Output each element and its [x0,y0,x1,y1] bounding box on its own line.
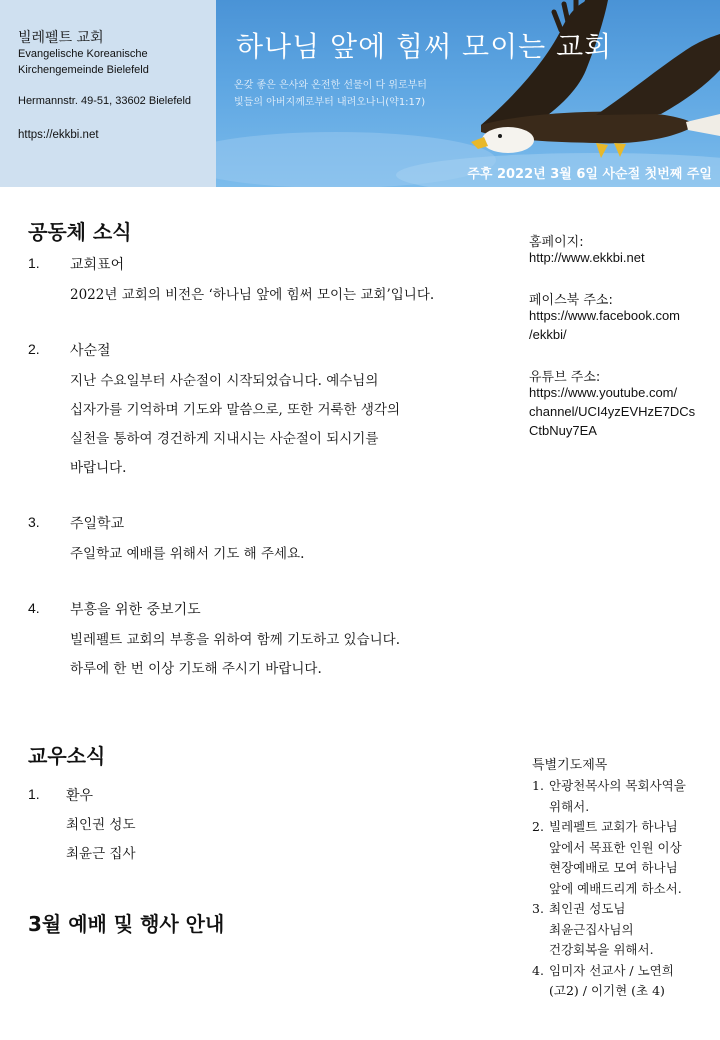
church-url[interactable]: https://ekkbi.net [18,129,99,141]
news-item-text: 바랍니다. [70,460,127,476]
prayer-item [532,899,718,961]
church-info-panel [0,0,216,187]
prayer-item-text: (고2) / 이기현 (초 4) [549,983,665,998]
community-news-heading: 공동체 소식 [28,220,132,244]
news-item-text: 실천을 통하여 경건하게 지내시는 사순절이 되시기를 [70,431,379,447]
news-item-title: 교회표어 [70,257,125,273]
banner [216,0,720,187]
news-item-number: 4. [28,600,40,616]
news-item-text: 하루에 한 번 이상 기도해 주시기 바랍니다. [70,661,322,677]
prayer-item-number: 4. [532,962,544,978]
prayer-item-text: 위해서. [549,798,590,814]
events-heading: 3월 예배 및 행사 안내 [28,912,225,936]
news-item-text: 지난 수요일부터 사순절이 시작되었습니다. 예수님의 [70,373,379,389]
youtube-link[interactable]: https://www.youtube.com/ [529,385,678,400]
service-date: 주후 2022년 3월 6일 사순절 첫번째 주일 [467,167,712,182]
youtube-link-continued[interactable]: CtbNuy7EA [529,423,597,438]
church-address: Hermannstr. 49-51, 33602 Bielefeld [18,95,192,107]
prayer-item-text: 임미자 선교사 / 노연희 [549,962,674,978]
member-news-number: 1. [28,786,40,802]
homepage-label: 홈페이지: [529,235,584,250]
news-item-title: 사순절 [70,343,111,359]
prayer-list [532,776,718,1002]
prayer-item [532,961,718,1002]
news-item-title: 주일학교 [70,516,125,532]
prayer-item [532,817,718,899]
youtube-link-continued[interactable]: channel/UCI4yzEVHzE7DCs [529,404,696,419]
prayer-item [532,776,718,817]
church-name: 빌레펠트 교회 [18,30,104,46]
prayer-item-text: 안광천목사의 목회사역을 [549,778,686,793]
banner-verse-line1: 온갖 좋은 은사와 온전한 선물이 다 위로부터 [234,80,427,91]
prayer-item-number: 3. [532,901,544,916]
facebook-label: 페이스북 주소: [529,293,613,308]
news-item-text: 빌레펠트 교회의 부흥을 위하여 함께 기도하고 있습니다. [70,632,400,648]
prayer-item-text: 앞에서 목표한 인원 이상 [549,839,682,855]
news-item-number: 3. [28,514,40,530]
prayer-item-text: 최인권 성도님 [549,901,626,916]
homepage-link[interactable]: http://www.ekkbi.net [529,250,645,265]
youtube-label: 유튜브 주소: [529,370,601,385]
prayer-item-number: 1. [532,778,544,793]
news-item-text: 십자가를 기억하며 기도와 말씀으로, 또한 거룩한 생각의 [70,402,400,418]
news-item-text: 주일학교 예배를 위해서 기도 해 주세요. [70,546,305,562]
prayer-item-text: 현장예배로 모여 하나님 [549,860,678,875]
banner-verse-line2: 빛들의 아버지께로부터 내려오나니(약1:17) [234,97,426,108]
member-name: 최인권 성도 [66,817,136,833]
news-item-text: 2022년 교회의 비전은 ‘하나님 앞에 힘써 모이는 교회’입니다. [70,287,435,303]
member-news-title: 환우 [66,788,94,804]
prayer-heading: 특별기도제목 [532,758,608,773]
prayer-item-text: 빌레펠트 교회가 하나님 [549,819,678,834]
header [0,0,720,187]
news-item-title: 부흥을 위한 중보기도 [70,602,201,618]
prayer-item-number: 2. [532,819,544,834]
banner-title: 하나님 앞에 힘써 모이는 교회 [236,30,613,63]
church-name-german-line1: Evangelische Koreanische [18,48,148,60]
church-name-german-line2: Kirchengemeinde Bielefeld [18,64,149,76]
prayer-item-text: 건강회복을 위해서. [549,942,654,957]
facebook-link[interactable]: https://www.facebook.com [529,308,681,323]
member-news-heading: 교우소식 [28,744,106,768]
prayer-item-text: 앞에 예배드리게 하소서. [549,880,682,896]
prayer-item-text: 최윤근집사님의 [549,921,634,937]
news-item-number: 2. [28,341,40,357]
member-name: 최윤근 집사 [66,846,136,862]
news-item-number: 1. [28,255,40,271]
facebook-link-continued[interactable]: /ekkbi/ [529,327,567,342]
